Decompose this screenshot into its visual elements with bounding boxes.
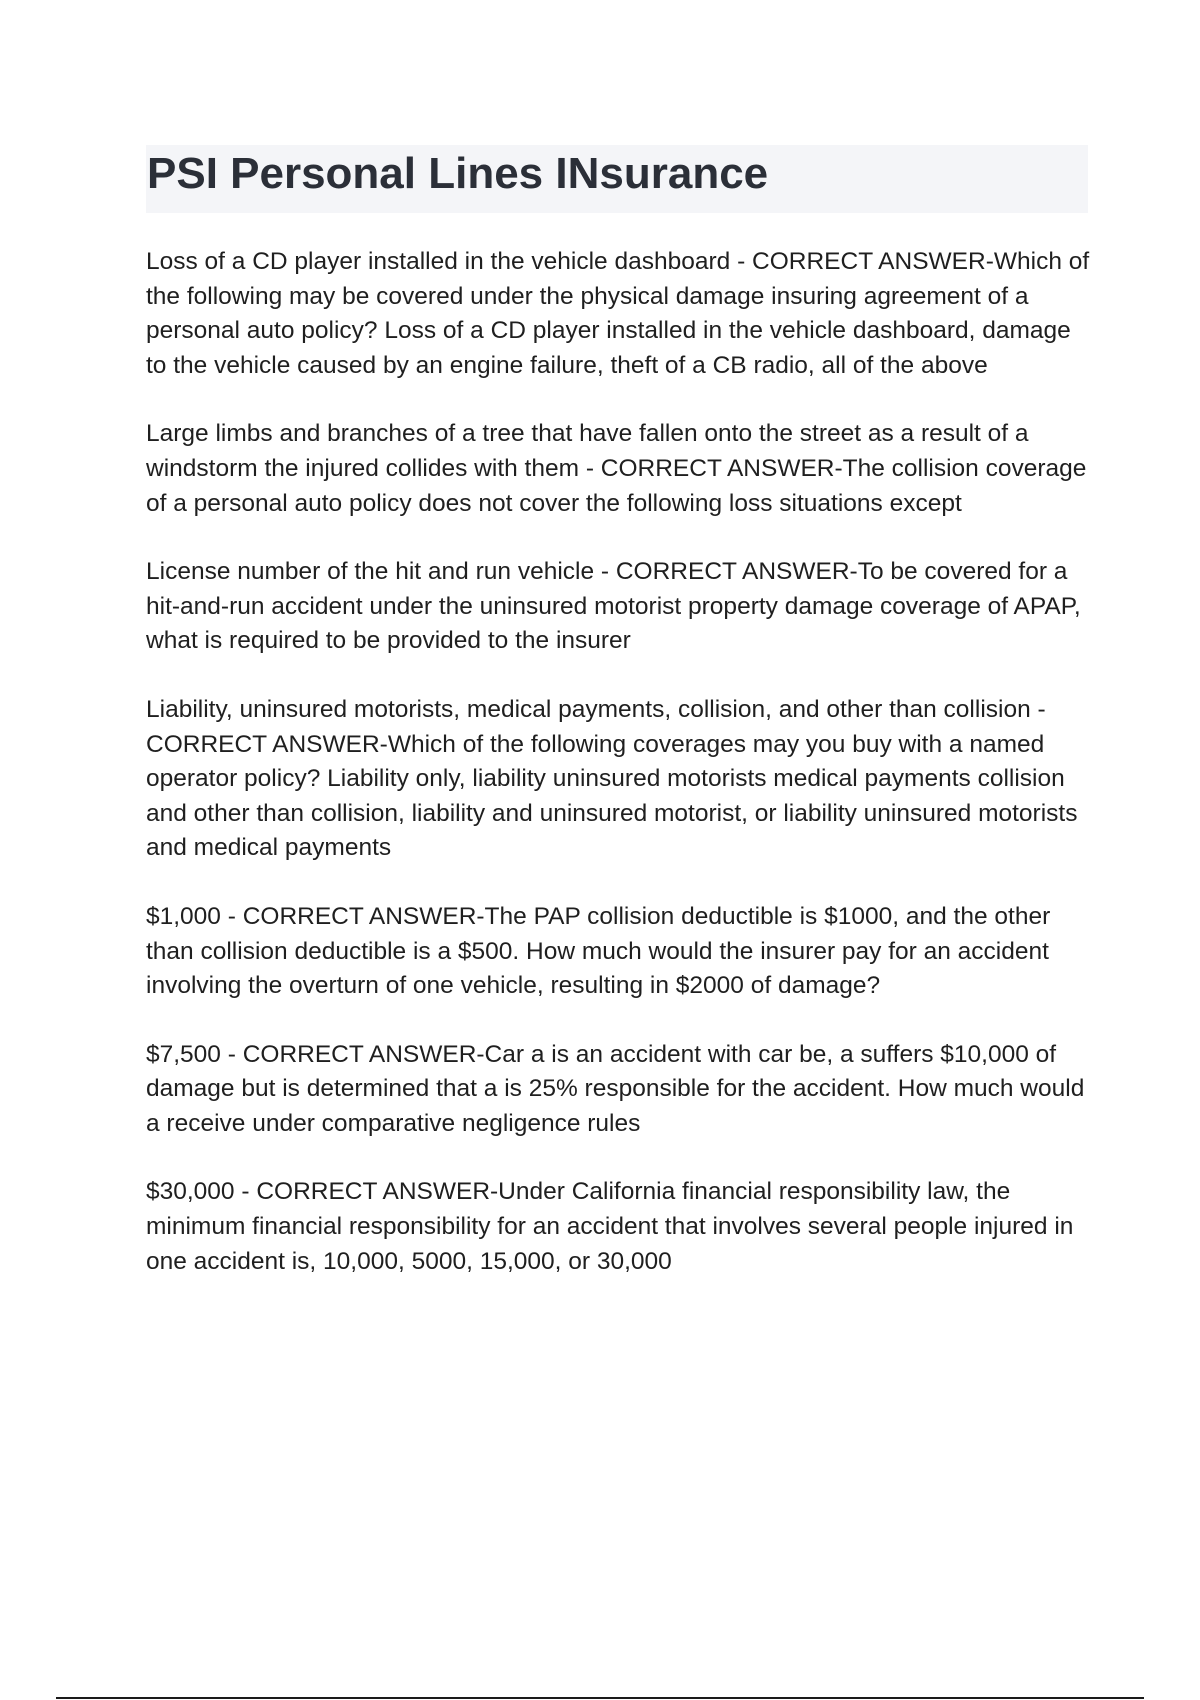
qa-entry: $7,500 - CORRECT ANSWER-Car a is an accident with car be, a suffers $10,000 of damage but is determined that a is 25% responsible for the accident. How much would a receive under comparative negligence rules (146, 1040, 1085, 1137)
qa-entry: $1,000 - CORRECT ANSWER-The PAP collision deductible is $1000, and the other than collision deductible is a $500. How much would the insurer pay for an accident involving the overturn of one vehicle, resulting in $2000 of damage? (146, 902, 1051, 1000)
page-bottom-rule (56, 1697, 1144, 1699)
qa-list (146, 245, 1096, 1313)
title-banner (146, 145, 1088, 213)
qa-entry: License number of the hit and run vehicle - CORRECT ANSWER-To be covered for a hit-and-run accident under the uninsured motorist property damage coverage of APAP, what is required to be provided to the insurer (146, 558, 1081, 655)
document-title: PSI Personal Lines INsurance (147, 149, 769, 198)
qa-entry: Loss of a CD player installed in the vehicle dashboard - CORRECT ANSWER-Which of the following may be covered under the physical damage insuring agreement of a personal auto policy? Loss of a CD player installed in the vehicle dashboard, damage to the vehicle caused by an engine failure, theft of a CB radio, all of the above (146, 248, 1090, 379)
qa-entry: Large limbs and branches of a tree that have fallen onto the street as a result of a windstorm the injured collides with them - CORRECT ANSWER-The collision coverage of a personal auto policy does not cover the following loss situations except (146, 420, 1087, 517)
qa-entry: Liability, uninsured motorists, medical payments, collision, and other than collision - CORRECT ANSWER-Which of the following coverages may you buy with a named operator policy? Liability only, liability uninsured motorists medical payments collision and other than collision, liability and uninsured motorist, or liability uninsured motorists and medical payments (146, 695, 1078, 862)
qa-entry: $30,000 - CORRECT ANSWER-Under California financial responsibility law, the minimum financial responsibility for an accident that involves several people injured in one accident is, 10,000, 5000, 15,000, or 30,000 (146, 1178, 1074, 1275)
